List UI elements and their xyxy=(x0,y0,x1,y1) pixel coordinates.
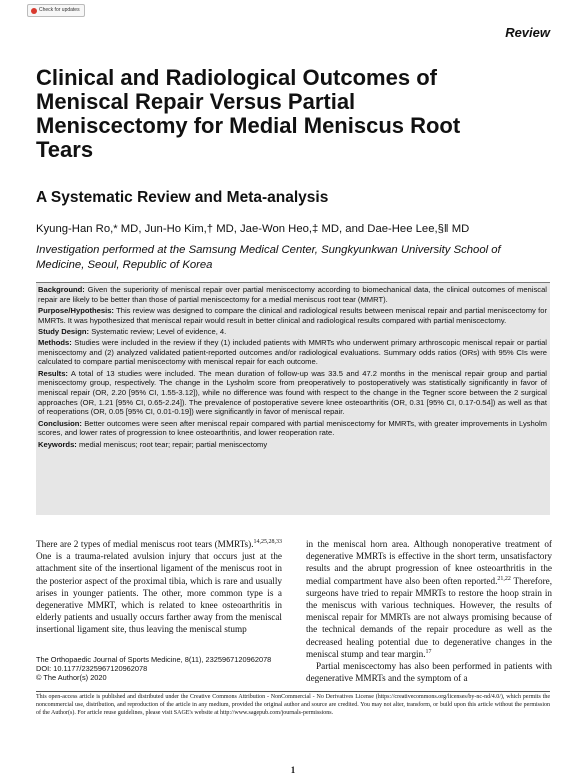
keywords-label: Keywords: xyxy=(38,439,77,449)
journal-citation: The Orthopaedic Journal of Sports Medicine, 8(11), 2325967120962078 xyxy=(36,655,272,664)
conclusion-text: Better outcomes were seen after meniscal repair compared with partial meniscectomy for MMRTs, with greater improvements in Lysholm scores, and lower rates of progression to knee osteoarthritis, and lower reoperation rate. xyxy=(38,418,547,438)
license-text: This open-access article is published and distributed under the Creative Commons Attribution - NonCommercial - No Derivatives License (https://creativecommons.org/licenses/by-nc-nd/4.0/), which permits the noncommercial use, distribution, and reproduction of the article in any medium, provided the original author and source are credited. You may not alter, transform, or build upon this article without the permission of the Author(s). For article reuse guidelines, please visit SAGE's website at http://www.sagepub.com/journals-permissions. xyxy=(36,694,550,716)
check-for-updates-badge[interactable] xyxy=(27,4,85,17)
abstract-conclusion xyxy=(38,419,547,438)
body-paragraph xyxy=(306,538,552,660)
keywords-text: medial meniscus; root tear; repair; partial meniscectomy xyxy=(78,439,268,449)
purpose-text: This review was designed to compare the clinical and radiological results between meniscal repair and partial meniscectomy for MMRTs. It was hypothesized that meniscal repair would result in better clinical and radiological results compared with partial meniscectomy. xyxy=(38,305,547,325)
body-text: in the meniscal horn area. Although nonoperative treatment of degenerative MMRTs is effective in the short term, unsatisfactory results and the abrupt progression of knee osteoarthritis in the medial compartment have also been often reported. xyxy=(306,539,552,586)
body-text: Therefore, surgeons have tried to repair MMRTs to restore the hoop strain in the meniscus with various techniques. However, the results of meniscal repair for MMRTs are not always promising because of the technical demands of the repair procedure as well as the decreased healing potential due to degenerative changes in the meniscal stump and tear margin. xyxy=(306,575,553,659)
affiliation: Investigation performed at the Samsung Medical Center, Sungkyunkwan University School of Medicine, Seoul, Republic of Korea xyxy=(36,244,501,271)
abstract-box xyxy=(36,282,550,515)
body-column-left xyxy=(36,538,282,636)
purpose-label: Purpose/Hypothesis: xyxy=(38,305,114,315)
abstract-design xyxy=(38,327,547,337)
design-text: Systematic review; Level of evidence, 4. xyxy=(91,326,227,336)
footer-divider xyxy=(36,691,550,692)
abstract-background xyxy=(38,285,547,304)
body-text: There are 2 types of medial meniscus root tears (MMRTs). xyxy=(36,539,254,549)
abstract-methods xyxy=(38,338,547,367)
methods-text: Studies were included in the review if they (1) included patients with MMRTs who underwent primary arthroscopic meniscal repair or partial meniscectomy and (2) analyzed validated patient-reported outcomes and/or radiological evaluations. Summary odds ratios (ORs) with 95% CIs were calculated to compare partial meniscectomy with meniscal repair for each outcome. xyxy=(38,338,547,367)
citation-ref[interactable]: 17 xyxy=(425,648,432,655)
journal-info xyxy=(36,655,271,682)
results-text: A total of 13 studies were included. The mean duration of follow-up was 33.5 and 47.2 months in the meniscal repair group and partial meniscectomy group, respectively. The change in the Lysholm score from preoperatively to postoperatively was statistically significantly in favor of meniscal repair (OR, 2.20 [95% CI, 1.55-3.12]), while no difference was found with respect to the change in the Tegner score between the 2 surgical approaches (OR, 1.21 [95% CI, 0.65-2.24]). The prevalence of postoperative severe knee osteoarthritis (OR, 0.31 [95% CI, 0.17-0.54]) as well as that of reoperations (OR, 0.05 [95% CI, 0.01-0.19]) were significantly in favor of meniscal repair. xyxy=(38,368,547,417)
background-label: Background: xyxy=(38,285,85,294)
body-paragraph xyxy=(36,538,282,636)
design-label: Study Design: xyxy=(38,326,90,336)
page-number: 1 xyxy=(290,765,296,775)
article-subtitle: A Systematic Review and Meta-analysis xyxy=(36,189,329,206)
methods-label: Methods: xyxy=(38,338,72,348)
citation-ref[interactable]: 21,22 xyxy=(497,575,511,582)
author-list: Kyung-Han Ro,* MD, Jun-Ho Kim,† MD, Jae-Won Heo,‡ MD, and Dae-Hee Lee,§‖ MD xyxy=(36,223,470,235)
update-icon xyxy=(31,8,37,14)
section-label: Review xyxy=(505,25,550,40)
body-text: One is a trauma-related avulsion injury that occurs just at the attachment site of the insertional ligament of the meniscus root in the posterior aspect of the proximal tibia, which is rare and usually arises in younger patients. The other, more common type is a degenerative MMRT, which is related to knee osteoarthritis in elderly patients and usually occurs farther away from the meniscal insertional ligament site, thus leaving the meniscal stump xyxy=(36,551,282,635)
body-column-right xyxy=(306,538,552,684)
citation-ref[interactable]: 14,25,28,33 xyxy=(253,538,282,545)
abstract-keywords xyxy=(38,440,547,450)
conclusion-label: Conclusion: xyxy=(38,418,82,428)
doi[interactable]: DOI: 10.1177/2325967120962078 xyxy=(36,664,148,673)
abstract-purpose xyxy=(38,306,547,325)
results-label: Results: xyxy=(38,368,68,378)
background-text: Given the superiority of meniscal repair over partial meniscectomy according to biomechanical data, the clinical outcomes of meniscal repair are likely to be better than those of partial meniscectomy for a medial meniscus root tear (MMRT). xyxy=(38,285,547,304)
copyright: © The Author(s) 2020 xyxy=(36,673,107,682)
body-paragraph: Partial meniscectomy has also been performed in patients with degenerative MMRTs and the symptom of a xyxy=(306,661,552,684)
abstract-results xyxy=(38,369,547,418)
article-title: Clinical and Radiological Outcomes of Meniscal Repair Versus Partial Meniscectomy for Medial Meniscus Root Tears xyxy=(36,65,461,162)
check-for-updates-label: Check for updates xyxy=(39,7,80,13)
